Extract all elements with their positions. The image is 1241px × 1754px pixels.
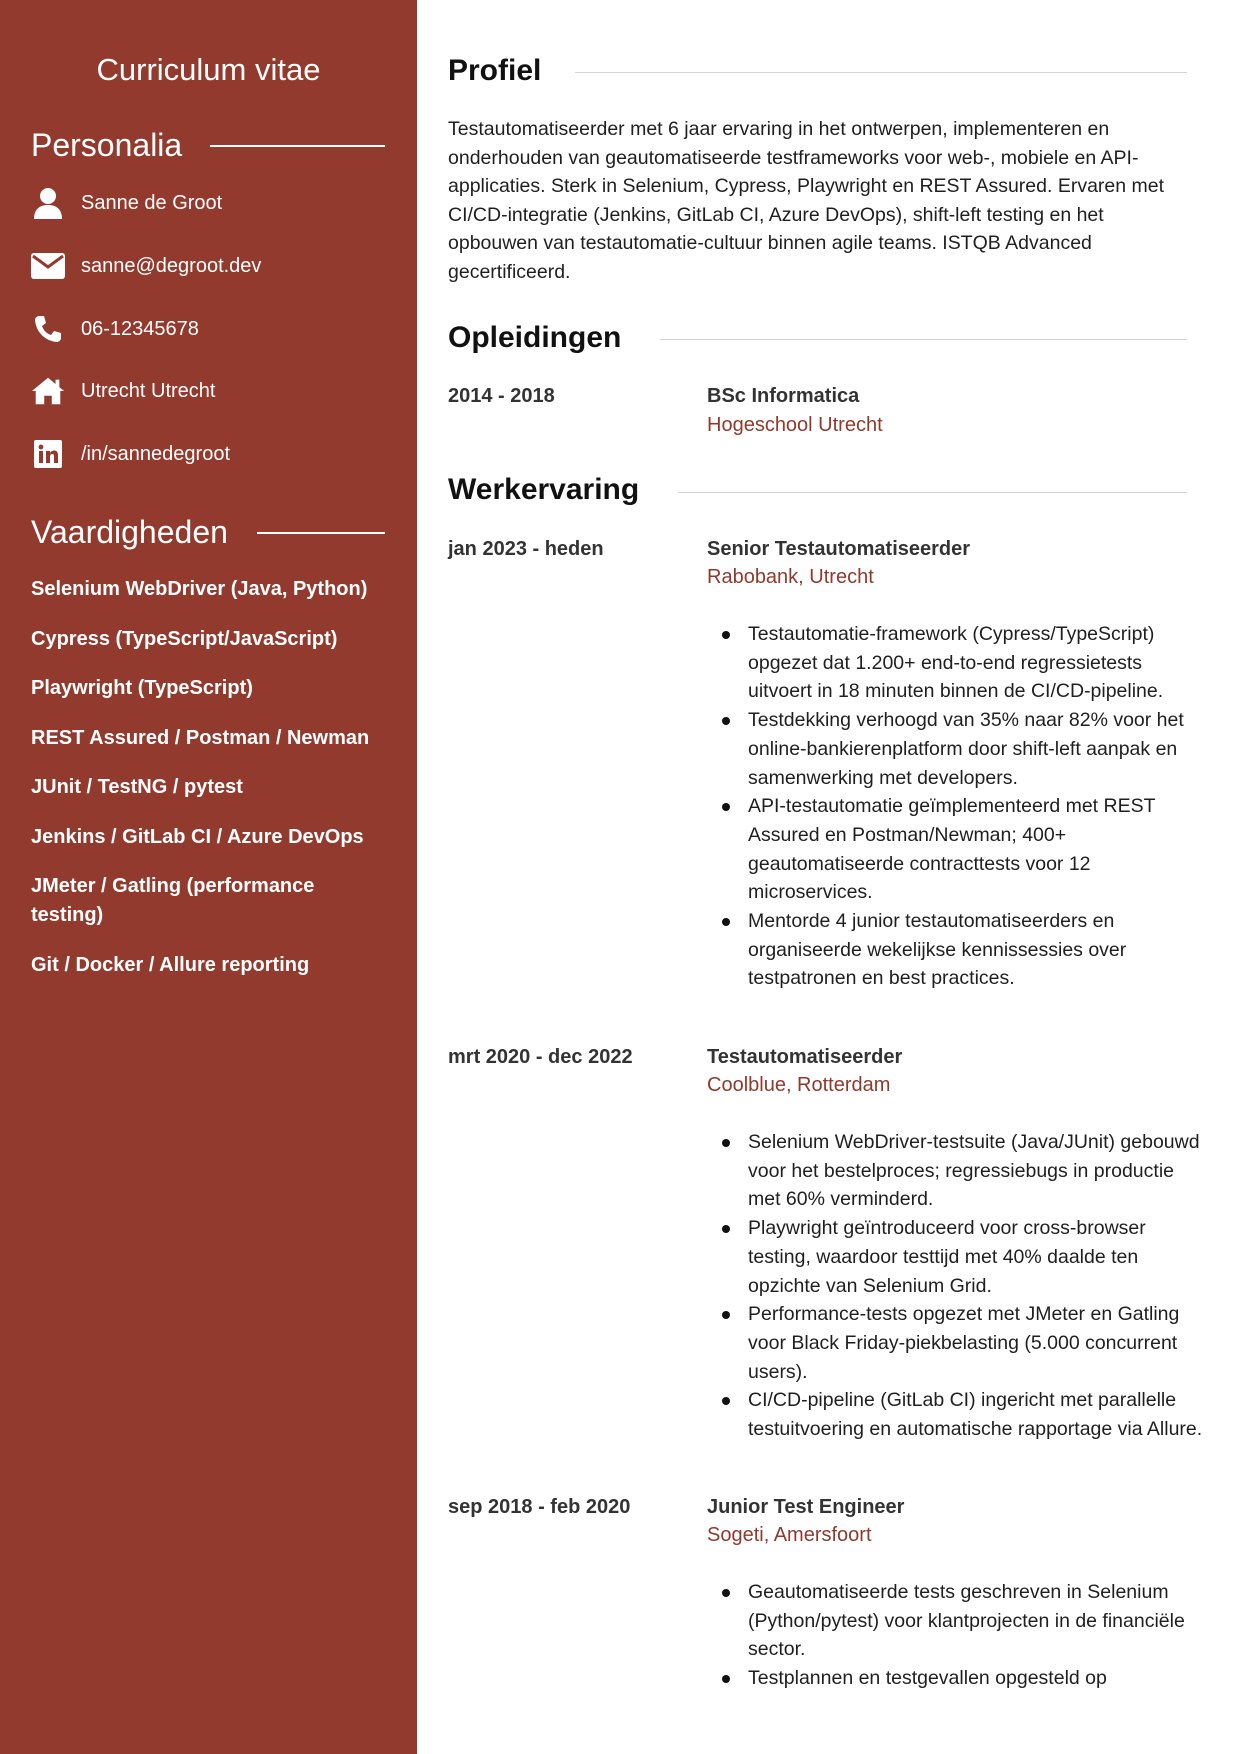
cv-title: Curriculum vitae — [96, 52, 321, 87]
contact-linkedin-text[interactable]: /in/sannedegroot — [81, 442, 231, 465]
skill-item: Jenkins / GitLab CI / Azure DevOps — [31, 826, 364, 848]
job-period: jan 2023 - heden — [448, 538, 604, 560]
contact-name-text: Sanne de Groot — [81, 191, 223, 214]
skill-item: REST Assured / Postman / Newman — [31, 727, 370, 749]
bullet-item: Mentorde 4 junior testautomatiseerders en organiseerde wekelijkse kennissessies over testpatronen en best practices. — [748, 907, 1208, 993]
bullet-item: CI/CD-pipeline (GitLab CI) ingericht met parallelle testuitvoering en automatische rapportage via Allure. — [748, 1386, 1208, 1443]
job-role: Testautomatiseerder — [707, 1046, 903, 1068]
bullet-item: Playwright geïntroduceerd voor cross-browser testing, waardoor testtijd met 40% daalde ten opzichte van Selenium Grid. — [748, 1214, 1208, 1300]
job-period: mrt 2020 - dec 2022 — [448, 1046, 633, 1068]
job-bullets — [748, 1578, 1208, 1693]
bullet-item: API-testautomatie geïmplementeerd met REST Assured en Postman/Newman; 400+ geautomatiseerde contracttests voor 12 microservices. — [748, 792, 1208, 907]
envelope-icon — [31, 249, 65, 283]
bullet-item: Testautomatie-framework (Cypress/TypeScript) opgezet dat 1.200+ end-to-end regressietests uitvoert in 18 minuten binnen de CI/CD-pipeline. — [748, 620, 1208, 706]
contact-linkedin[interactable] — [31, 434, 401, 474]
experience-heading: Werkervaring — [448, 473, 640, 506]
bullet-item: Testdekking verhoogd van 35% naar 82% voor het online-bankierenplatform door shift-left aanpak en samenwerking met developers. — [748, 706, 1208, 792]
education-heading: Opleidingen — [448, 321, 622, 354]
skill-item: Selenium WebDriver (Java, Python) — [31, 578, 368, 600]
contact-phone-text[interactable]: 06-12345678 — [81, 317, 199, 340]
bullet-item: Selenium WebDriver-testsuite (Java/JUnit) gebouwd voor het bestelproces; regressiebugs in productie met 60% verminderd. — [748, 1128, 1208, 1214]
skill-item: Git / Docker / Allure reporting — [31, 954, 310, 976]
phone-icon — [31, 312, 65, 346]
contact-name — [31, 183, 401, 223]
skill-item: JMeter / Gatling (performance testing) — [31, 875, 315, 926]
contact-location-text: Utrecht Utrecht — [81, 379, 216, 402]
job-company: Rabobank, Utrecht — [707, 566, 874, 588]
skill-item: Playwright (TypeScript) — [31, 677, 253, 699]
main-content — [417, 0, 1241, 1754]
bullet-item: Performance-tests opgezet met JMeter en Gatling voor Black Friday-piekbelasting (5.000 concurrent users). — [748, 1300, 1208, 1386]
experience-divider — [678, 492, 1187, 493]
contact-email-text[interactable]: sanne@degroot.dev — [81, 254, 262, 277]
skills-divider — [257, 532, 385, 534]
contact-email[interactable] — [31, 246, 401, 286]
education-school: Hogeschool Utrecht — [707, 414, 883, 436]
education-divider — [660, 339, 1187, 340]
sidebar — [0, 0, 417, 1754]
skill-item: Cypress (TypeScript/JavaScript) — [31, 628, 338, 650]
education-period: 2014 - 2018 — [448, 385, 555, 407]
contact-location — [31, 371, 401, 411]
profile-heading: Profiel — [448, 54, 542, 87]
personalia-divider — [210, 145, 385, 147]
bullet-item: Geautomatiseerde tests geschreven in Selenium (Python/pytest) voor klantprojecten in de financiële sector. — [748, 1578, 1208, 1664]
home-icon — [31, 374, 65, 408]
personalia-heading: Personalia — [31, 127, 183, 163]
linkedin-icon — [31, 437, 65, 471]
contact-phone[interactable] — [31, 309, 401, 349]
profile-divider — [575, 72, 1187, 73]
user-icon — [31, 186, 65, 220]
job-company: Coolblue, Rotterdam — [707, 1074, 891, 1096]
skills-heading: Vaardigheden — [31, 514, 228, 550]
job-role: Senior Testautomatiseerder — [707, 538, 971, 560]
job-role: Junior Test Engineer — [707, 1496, 905, 1518]
job-period: sep 2018 - feb 2020 — [448, 1496, 631, 1518]
education-degree: BSc Informatica — [707, 385, 860, 407]
profile-text: Testautomatiseerder met 6 jaar ervaring in het ontwerpen, implementeren en onderhouden van geautomatiseerde testframeworks voor web-, mobiele en API-applicaties. Sterk in Selenium, Cypress, Playwright en REST Assured. Ervaren met CI/CD-integratie (Jenkins, GitLab CI, Azure DevOps), shift-left testing en het opbouwen van testautomatie-cultuur binnen agile teams. ISTQB Advanced gecertificeerd. — [448, 118, 1165, 283]
job-company: Sogeti, Amersfoort — [707, 1524, 872, 1546]
skill-item: JUnit / TestNG / pytest — [31, 776, 243, 798]
job-bullets — [748, 620, 1208, 993]
job-bullets — [748, 1128, 1208, 1444]
bullet-item: Testplannen en testgevallen opgesteld op — [748, 1664, 1208, 1693]
